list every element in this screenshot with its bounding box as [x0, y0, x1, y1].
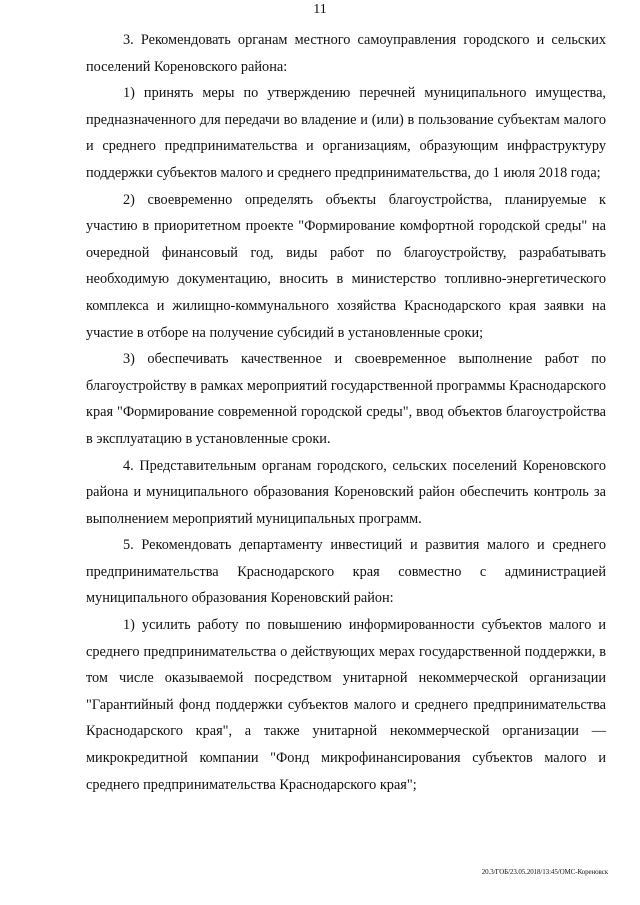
- document-body: [86, 27, 606, 798]
- paragraph-item-3-3: 3) обеспечивать качественное и своевременное выполнение работ по благоустройству в рамках мероприятий государственной программы Краснодарского края "Формирование современной городской среды", ввод объектов благоустройства в эксплуатацию в установленные сроки.: [86, 351, 606, 447]
- paragraph-item-3: 3. Рекомендовать органам местного самоуправления городского и сельских поселений Кореновского района:: [86, 32, 606, 75]
- paragraph-item-3-2: 2) своевременно определять объекты благоустройства, планируемые к участию в приоритетном проекте "Формирование комфортной городской среды" на очередной финансовый год, виды работ по благоустройству, разрабатывать необходимую документацию, вносить в министерство топливно-энергетического комплекса и жилищно-коммунального хозяйства Краснодарского края заявки на участие в отборе на получение субсидий в установленные сроки;: [86, 191, 606, 341]
- paragraph-item-3-1: 1) принять меры по утверждению перечней муниципального имущества, предназначенного для передачи во владение и (или) в пользование субъектам малого и среднего предпринимательства и организациям, образующим инфраструктуру поддержки субъектов малого и среднего предпринимательства, до 1 июля 2018 года;: [86, 85, 606, 181]
- paragraph-item-5: 5. Рекомендовать департаменту инвестиций и развития малого и среднего предпринимательства Краснодарского края совместно с администрацией муниципального образования Кореновский район:: [86, 537, 606, 607]
- document-footer-code: 20.3/ГОБ/23.05.2018/13:45/ОМС-Кореновск: [481, 868, 608, 876]
- page-number: 11: [313, 2, 327, 17]
- paragraph-item-4: 4. Представительным органам городского, сельских поселений Кореновского района и муниципального образования Кореновский район обеспечить контроль за выполнением мероприятий муниципальных программ.: [86, 457, 606, 527]
- paragraph-item-5-1: 1) усилить работу по повышению информированности субъектов малого и среднего предпринимательства о действующих мерах государственной поддержки, в том числе оказываемой посредством унитарной некоммерческой организации "Гарантийный фонд поддержки субъектов малого и среднего предпринимательства Краснодарского края", а также унитарной некоммерческой организации — микрокредитной компании "Фонд микрофинансирования субъектов малого и среднего предпринимательства Краснодарского края";: [86, 617, 606, 793]
